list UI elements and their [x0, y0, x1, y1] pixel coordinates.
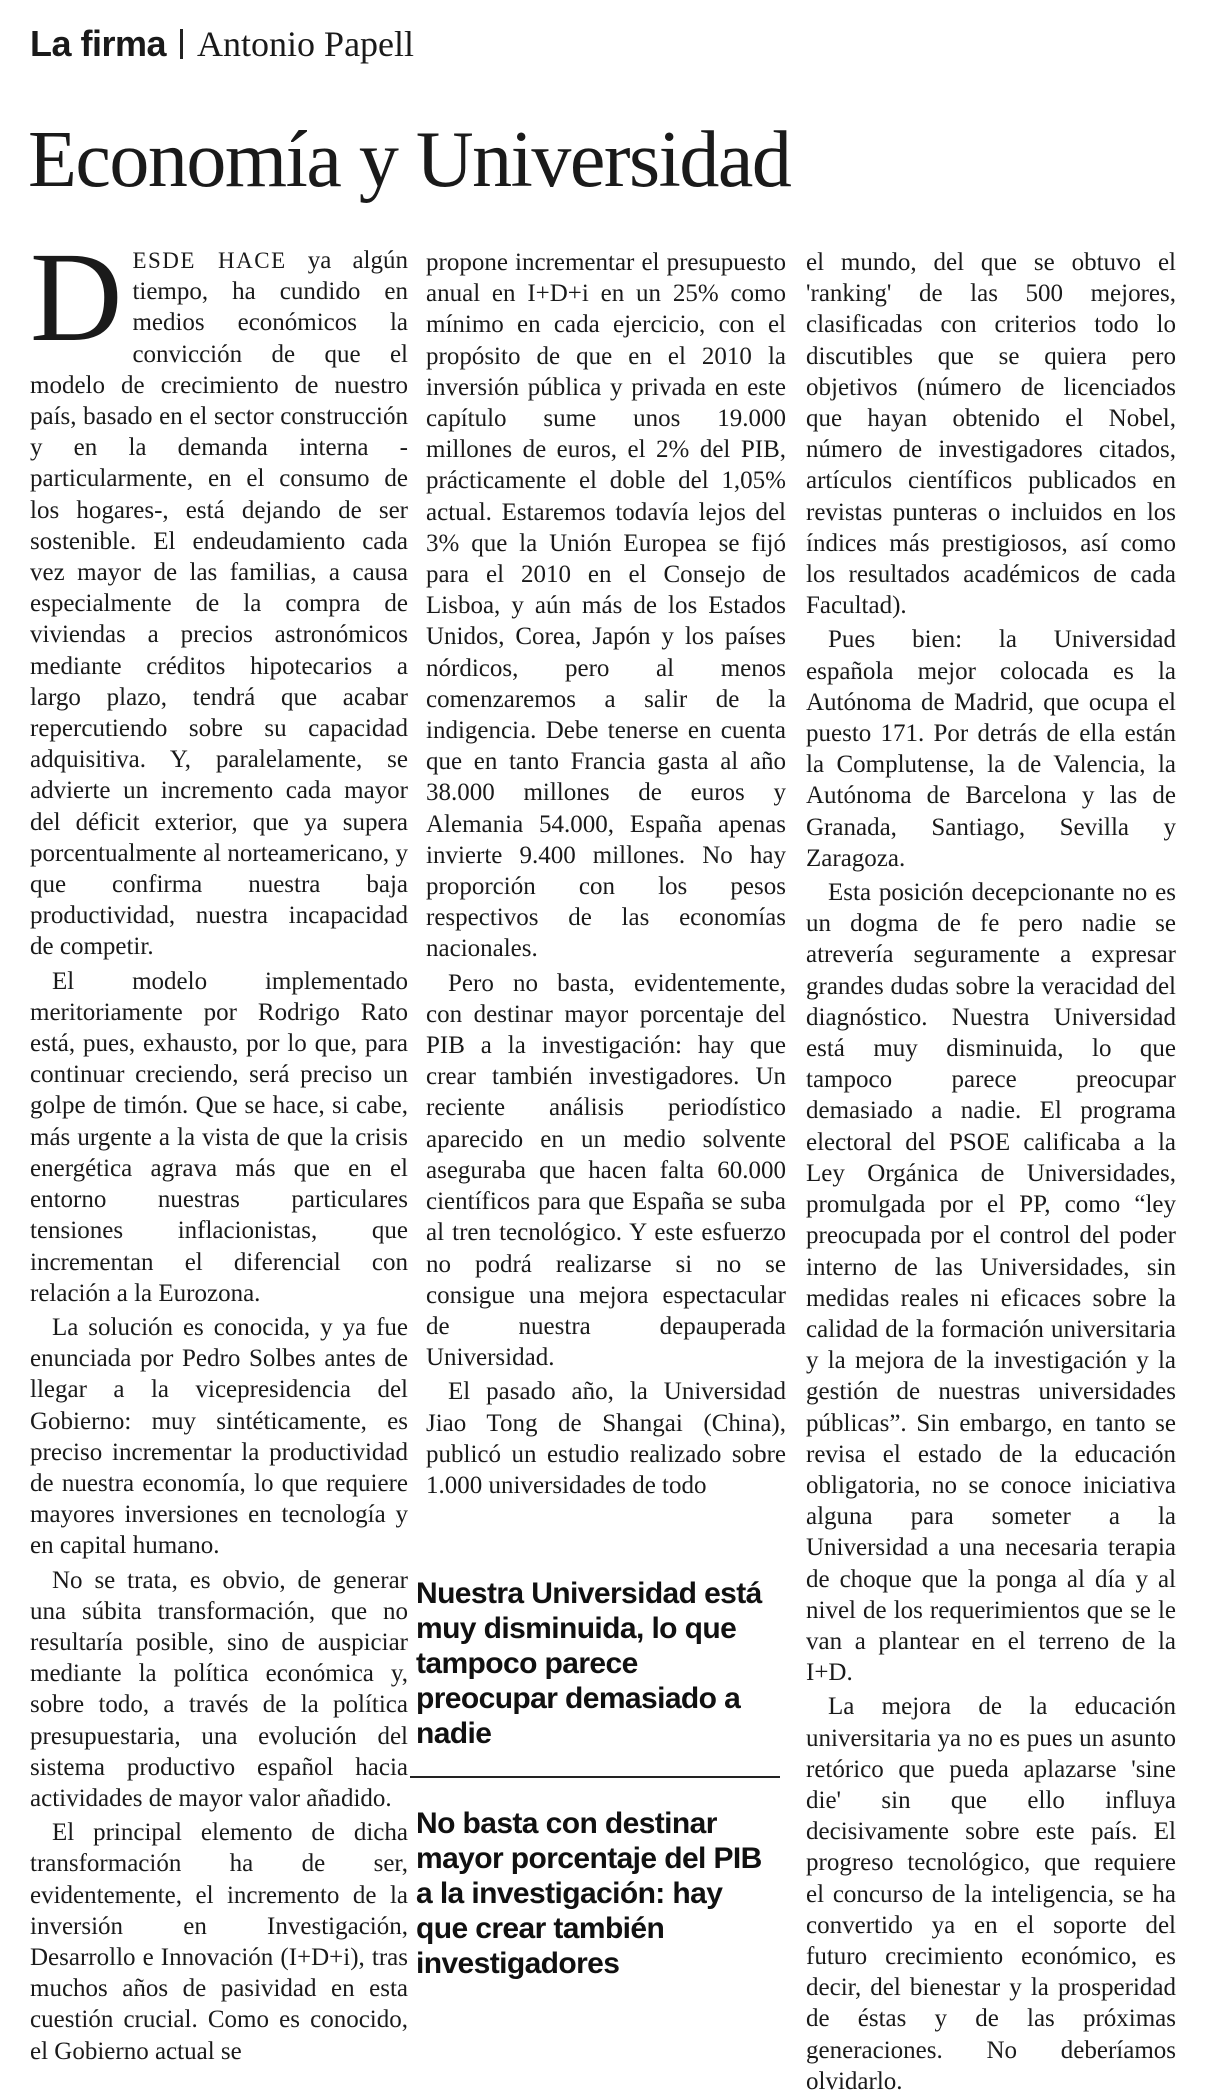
paragraph: Pero no basta, evidentemente, con destinar mayor porcentaje del PIB a la investigación: hay que crear también investigadores. Un reciente análisis periodístico aparecido en un medio solvente aseguraba que hacen falta 60.000 científicos para que España se suba al tren tecnológico. Y este esfuerzo no podrá realizarse si no se consigue una mejora espectacular de nuestra depauperada Universidad. — [426, 969, 786, 1372]
article-column-3 — [806, 247, 1176, 2100]
pull-quote-divider — [410, 1776, 780, 1778]
paragraph: El modelo implementado meritoriamente por Rodrigo Rato está, pues, exhausto, por lo que, para continuar creciendo, será preciso un golpe de timón. Que se hace, si cabe, más urgente a la vista de que la crisis energética agrava más que en el entorno nuestras particulares tensiones inflacionistas, que incrementan el diferencial con relación a la Eurozona. — [30, 967, 408, 1307]
paragraph: La solución es conocida, y ya fue enunciada por Pedro Solbes antes de llegar a la vicepresidencia del Gobierno: muy sintéticamente, es preciso incrementar la productividad de nuestra economía, lo que requiere mayores inversiones en tecnología y en capital humano. — [30, 1313, 408, 1560]
paragraph: El principal elemento de dicha transformación ha de ser, evidentemente, el incremento de la inversión en Investigación, Desarrollo e Innovación (I+D+i), tras muchos años de pasividad en esta cuestión crucial. Como es conocido, el Gobierno actual se — [30, 1819, 408, 2065]
paragraph: propone incrementar el presupuesto anual en I+D+i en un 25% como mínimo en cada ejercicio, con el propósito de que en el 2010 la inversión pública y privada en este capítulo sume unos 19.000 millones de euros, el 2% del PIB, prácticamente el doble del 1,05% actual. Estaremos todavía lejos del 3% que la Unión Europea se fijó para el 2010 en el Consejo de Lisboa, y aún más de los Estados Unidos, Corea, Japón y los países nórdicos, pero al menos comenzaremos a salir de la indigencia. Debe tenerse en cuenta que en tanto Francia gasta al año 38.000 millones de euros y Alemania 54.000, España apenas invierte 9.400 millones. No hay proporción con los pesos respectivos de las economías nacionales. — [426, 249, 786, 963]
lead-paragraph — [30, 226, 408, 963]
paragraph: El pasado año, la Universidad Jiao Tong de Shangai (China), publicó un estudio realizado sobre 1.000 universidades de todo — [426, 1378, 786, 1499]
section-label: La firma — [30, 23, 167, 64]
paragraph: La mejora de la educación universitaria ya no es pues un asunto retórico que pueda aplazarse 'sine die' sin que ello influya decisivamente sobre este país. El progreso tecnológico, que requiere el concurso de la inteligencia, se ha convertido ya en el soporte del futuro crecimiento económico, es decir, del bienestar y la prosperidad de éstas y de las próximas generaciones. No deberíamos olvidarlo. — [806, 1693, 1176, 2095]
paragraph: No se trata, es obvio, de generar una súbita transformación, que no resultaría posible, sino de auspiciar mediante la política económica y, sobre todo, a través de la política presupuestaria, una evolución del sistema productivo español hacia actividades de mayor valor añadido. — [30, 1566, 408, 1812]
headline: Economía y Universidad — [28, 116, 791, 204]
paragraph: Pues bien: la Universidad española mejor colocada es la Autónoma de Madrid, que ocupa el puesto 171. Por detrás de ella están la Complutense, la de Valencia, la Autónoma de Barcelona y las de Granada, Santiago, Sevilla y Zaragoza. — [806, 626, 1176, 872]
paragraph-text: ya algún tiempo, ha cundido en medios económicos la convicción de que el modelo de crecimiento de nuestro país, basado en el sector construcción y en la demanda interna -particularmente, en el consumo de los hogares-, está dejando de ser sostenible. El endeudamiento cada vez mayor de las familias, a causa especialmente de la compra de viviendas a precios astronómicos mediante créditos hipotecarios a largo plazo, tendrá que acabar repercutiendo sobre su capacidad adquisitiva. Y, paralelamente, se advierte un incremento cada mayor del déficit exterior, que ya supera porcentualmente al norteamericano, y que confirma nuestra baja productividad, nuestra incapacidad de competir. — [30, 247, 408, 961]
paragraph: Esta posición decepcionante no es un dogma de fe pero nadie se atrevería seguramente a expresar grandes dudas sobre la veracidad del diagnóstico. Nuestra Universidad está muy disminuida, lo que tampoco parece preocupar demasiado a nadie. El programa electoral del PSOE calificaba a la Ley Orgánica de Universidades, promulgada por el PP, como “ley preocupada por el control del poder interno de las Universidades, sin medidas reales ni eficaces sobre la calidad de la formación universitaria y la mejora de la investigación y la gestión de nuestras universidades públicas”. Sin embargo, en tanto se revisa el estado de la educación obligatoria, no se conoce iniciativa alguna para someter a la Universidad a una necesaria terapia de choque que la ponga al día y al nivel de los requerimientos que se le van a plantear en el terreno de la I+D. — [806, 879, 1176, 1687]
byline-separator — [180, 29, 183, 59]
pull-quote-1: Nuestra Universidad está muy disminuida, lo que tampoco parece preocupar demasiado a nadie — [416, 1577, 762, 1750]
article-column-1 — [30, 226, 408, 2070]
lead-smallcaps: ESDE HACE — [132, 248, 287, 273]
article-column-2 — [426, 247, 786, 1504]
pull-quote-2: No basta con destinar mayor porcentaje del PIB a la investigación: hay que crear también investigadores — [416, 1807, 762, 1980]
paragraph: el mundo, del que se obtuvo el 'ranking' de las 500 mejores, clasificadas con criterios todo lo discutibles que se quiera pero objetivos (número de licenciados que hayan obtenido el Nobel, número de investigadores citados, artículos científicos publicados en revistas punteras o incluidos en los índices más prestigiosos, así como los resultados académicos de cada Facultad). — [806, 249, 1176, 620]
byline — [30, 22, 414, 66]
author-name: Antonio Papell — [197, 24, 415, 64]
drop-cap: D — [30, 226, 123, 368]
